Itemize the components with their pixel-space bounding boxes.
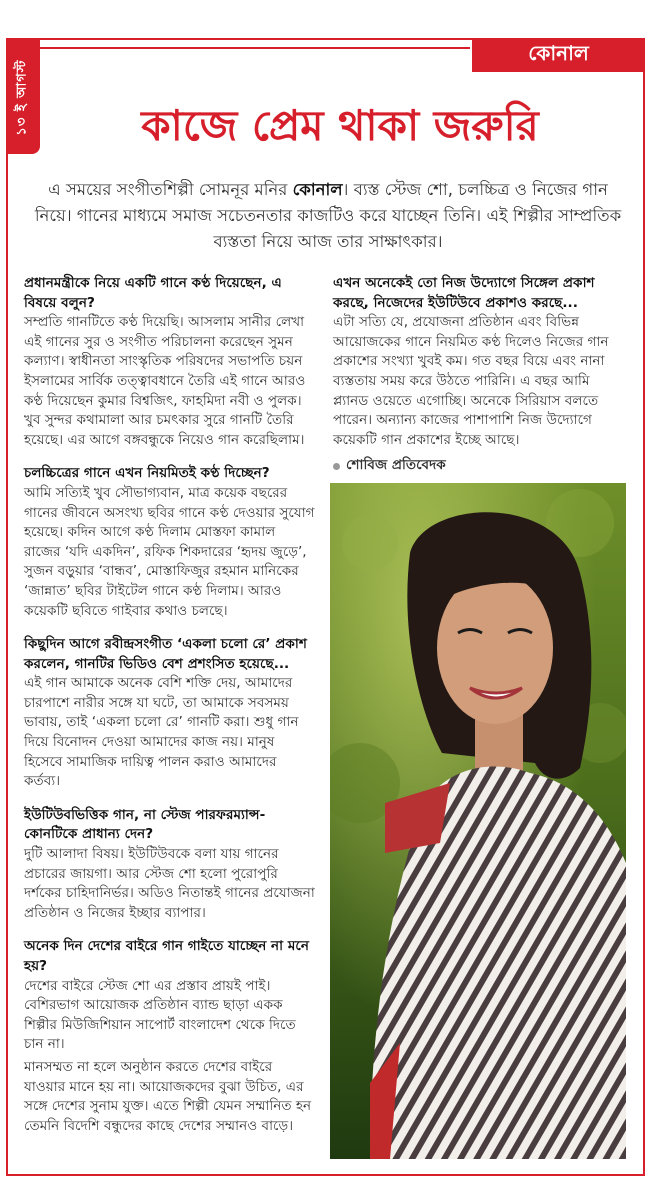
article-intro: [28, 177, 628, 255]
qa-block: [24, 937, 316, 1136]
side-date-tab: [6, 40, 40, 154]
qa-block: [24, 806, 316, 924]
side-date-text: ১৩ ই আগস্ট: [14, 58, 30, 136]
section-label: কোনাল: [472, 38, 645, 72]
interview-question: এখন অনেকেই তো নিজ উদ্যোগে সিঙ্গেল প্রকাশ করছে, নিজেদের ইউটিউবে প্রকাশও করছে...: [333, 275, 595, 311]
intro-text-after: । ব্যস্ত স্টেজ শো, চলচ্চিত্র ও নিজের গান নিয়ে। গানের মাধ্যমে সমাজ সচেতনতার কাজটিও করে যাচ্ছেন তিনি। এই শিল্পীর সাম্প্রতিক ব্যস্ততা নিয়ে আজ তার সাক্ষাৎকার।: [34, 180, 622, 251]
intro-text-before: এ সময়ের সংগীতশিল্পী সোমনূর মনির: [48, 180, 293, 199]
qa-block: [24, 274, 316, 450]
interview-answer: এই গান আমাকে অনেক বেশি শক্তি দেয়, আমাদের চারপাশে নারীর সঙ্গে যা ঘটে, তা আমাকে সবসময় ভাবায়, তাই ‘একলা চলো রে’ গানটি করা। শুধু গান দিয়ে বিনোদন দেওয়া আমাদের কাজ নয়। মানুষ হিসেবে সামাজিক দায়িত্ব পালন করাও আমাদের কর্তব্য।: [24, 675, 299, 790]
artist-photo-illustration: [330, 483, 626, 1159]
byline: [333, 456, 629, 476]
interview-answer: এটা সত্যি যে, প্রযোজনা প্রতিষ্ঠান এবং বিভিন্ন আয়োজকের গানে নিয়মিত কণ্ঠ দিলেও নিজের গান প্রকাশের সংখ্যা খুবই কম। গত বছর বিয়ে এবং নানা ব্যস্ততায় সময় করে উঠতে পারিনি। এ বছর আমি প্ল্যানড ওয়েতে এগোচ্ছি। অনেকে সিরিয়াস বলতে পারেন। অন্যান্য কাজের পাশাপাশি নিজ উদ্যোগে কয়েকটি গান প্রকাশের ইচ্ছে আছে।: [333, 314, 609, 448]
byline-text: শোবিজ প্রতিবেদক: [346, 457, 446, 474]
interview-question: কিছুদিন আগে রবীন্দ্রসংগীত ‘একলা চলো রে’ প্রকাশ করলেন, গানটির ভিডিও বেশ প্রশংসিত হয়েছে...: [24, 636, 307, 672]
interview-answer: মানসম্মত না হলে অনুষ্ঠান করতে দেশের বাইরে যাওয়ার মানে হয় না। আয়োজকদের বুঝা উচিত, এর সঙ্গে দেশের সুনাম যুক্ত। এতে শিল্পী যেমন সম্মানিত হন তেমনি বিদেশি বন্ধুদের কাছে দেশের সম্মানও বাড়ে।: [24, 1058, 312, 1134]
interview-answer: আমি সত্যিই খুব সৌভাগ্যবান, মাত্র কয়েক বছরের গানের জীবনে অসংখ্য ছবির গানে কণ্ঠ দেওয়ার সুযোগ হয়েছে। কদিন আগে কণ্ঠ দিলাম মোস্তফা কামাল রাজের ‘যদি একদিন’, রফিক শিকদারের ‘হৃদয় জুড়ে’, সুজন বড়ুয়ার ‘বান্ধব’, মোস্তাফিজুর রহমান মানিকের ‘জান্নাত’ ছবির টাইটেল গানে কণ্ঠ দিলাম। আরও কয়েকটি ছবিতে গাইবার কথাও চলছে।: [24, 484, 315, 619]
qa-block: [333, 274, 629, 450]
interview-question: প্রধানমন্ত্রীকে নিয়ে একটি গানে কণ্ঠ দিয়েছেন, এ বিষয়ে বলুন?: [24, 275, 282, 311]
qa-block: [24, 635, 316, 792]
qa-block: [24, 464, 316, 621]
interview-answer: দুটি আলাদা বিষয়। ইউটিউবকে বলা যায় গানের প্রচারের জায়গা। আর স্টেজ শো হলো পুরোপুরি দর্শকের চাহিদানির্ভর। অডিও নিতান্তই গানের প্রযোজনা প্রতিষ্ঠান ও নিজের ইচ্ছার ব্যাপার।: [24, 846, 315, 921]
interview-question: ইউটিউবভিত্তিক গান, না স্টেজ পারফরম্যান্স- কোনটিকে প্রাধান্য দেন?: [24, 806, 266, 843]
bullet-icon: [333, 463, 340, 470]
interview-answer: সম্প্রতি গানটিতে কণ্ঠ দিয়েছি। আসলাম সানীর লেখা এই গানের সুর ও সংগীত পরিচালনা করেছেন সুমন কল্যাণ। স্বাধীনতা সাংস্কৃতিক পরিষদের সভাপতি চয়ন ইসলামের সার্বিক তত্ত্বাবধানে তৈরি এই গানে আরও কণ্ঠ দিয়েছেন কুমার বিশ্বজিৎ, ফাহমিদা নবী ও পুলক। খুব সুন্দর কথামালা আর চমৎকার সুরে গানটি তৈরি হয়েছে। এর আগে বঙ্গবন্ধুকে নিয়েও গান করেছিলাম।: [24, 314, 306, 448]
artist-photo: [330, 483, 626, 1159]
interview-question: অনেক দিন দেশের বাইরে গান গাইতে যাচ্ছেন না মনে হয়?: [24, 938, 309, 974]
top-rule: [40, 47, 470, 49]
interview-answer: দেশের বাইরে স্টেজ শো এর প্রস্তাব প্রায়ই পাই। বেশিরভাগ আয়োজক প্রতিষ্ঠান ব্যান্ড ছাড়া একক শিল্পীর মিউজিশিয়ান সাপোর্ট বাংলাদেশ থেকে দিতে চান না।: [24, 977, 296, 1053]
interview-left-column: [24, 274, 316, 1150]
intro-artist-name: কোনাল: [292, 180, 343, 199]
interview-question: চলচ্চিত্রের গানে এখন নিয়মিতই কণ্ঠ দিচ্ছেন?: [24, 465, 270, 482]
article-headline: কাজে প্রেম থাকা জরুরি: [141, 101, 539, 150]
interview-right-column: [333, 274, 629, 476]
